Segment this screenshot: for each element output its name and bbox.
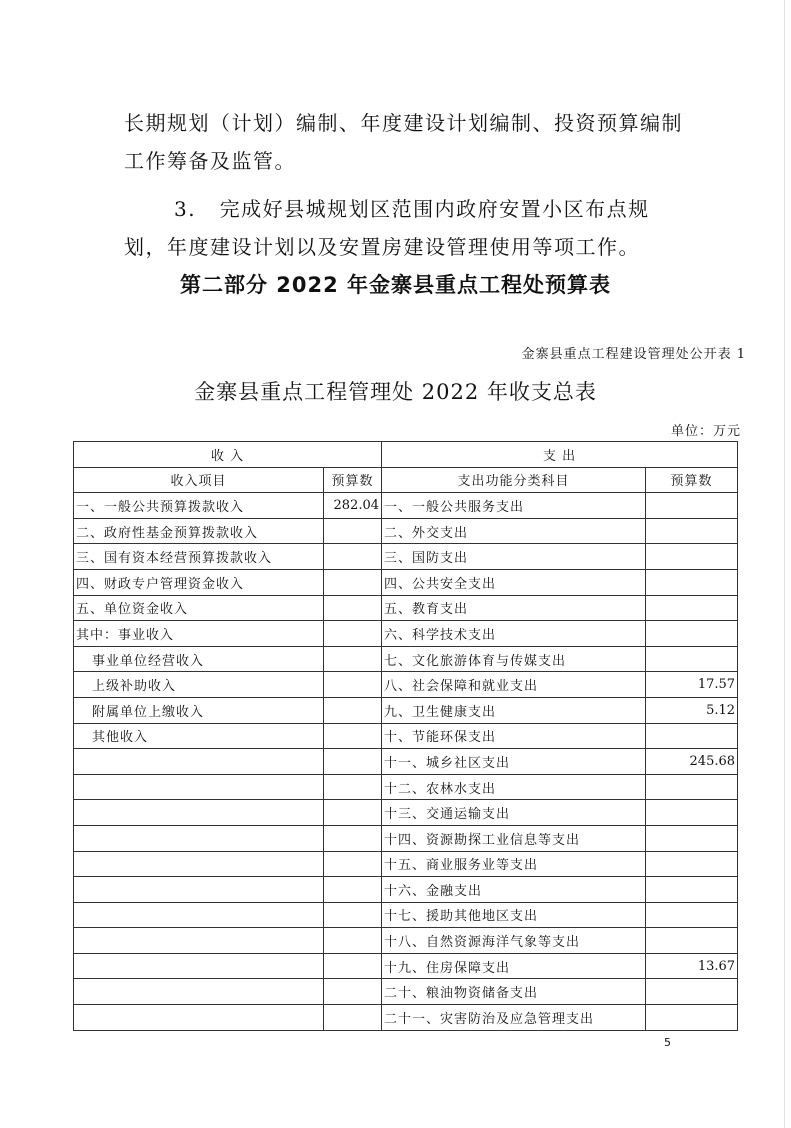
expense-item-cell: 七、文化旅游体育与传媒支出: [382, 646, 646, 672]
income-item-cell: [74, 979, 324, 1005]
expense-amount-cell: [646, 902, 738, 928]
income-item-cell: 三、国有资本经营预算拨款收入: [74, 544, 324, 570]
expense-item-cell: 二十一、灾害防治及应急管理支出: [382, 1005, 646, 1031]
section-title: 第二部分 2022 年金寨县重点工程处预算表: [179, 273, 612, 297]
expense-amount-header: 预算数: [646, 467, 738, 493]
expense-item-cell: 一、一般公共服务支出: [382, 493, 646, 519]
expense-amount-cell: [646, 493, 738, 519]
expense-item-cell: 二十、粮油物资储备支出: [382, 979, 646, 1005]
income-amount-cell: [324, 595, 382, 621]
income-item-cell: [74, 928, 324, 954]
expense-group-header: 支 出: [382, 442, 738, 468]
income-amount-cell: [324, 1005, 382, 1031]
expense-item-cell: 五、教育支出: [382, 595, 646, 621]
expense-amount-cell: [646, 800, 738, 826]
expense-amount-cell: [646, 595, 738, 621]
income-amount-cell: [324, 825, 382, 851]
expense-item-header: 支出功能分类科目: [382, 467, 646, 493]
expense-item-cell: 十六、金融支出: [382, 877, 646, 903]
income-amount-cell: [324, 800, 382, 826]
table-id: 金寨县重点工程建设管理处公开表 1: [521, 347, 746, 362]
income-amount-cell: [324, 672, 382, 698]
income-amount-cell: [324, 877, 382, 903]
income-amount-cell: [324, 518, 382, 544]
paragraph-item-3-text: 完成好县城规划区范围内政府安置小区布点规划，年度建设计划以及安置房建设管理使用等项工作。: [124, 197, 650, 259]
table-row: [74, 595, 738, 621]
table-row: [74, 493, 738, 519]
expense-amount-cell: [646, 825, 738, 851]
expense-item-cell: 八、社会保障和就业支出: [382, 672, 646, 698]
income-item-cell: 四、财政专户管理资金收入: [74, 569, 324, 595]
expense-item-cell: 十四、资源勘探工业信息等支出: [382, 825, 646, 851]
income-item-cell: [74, 749, 324, 775]
income-amount-cell: [324, 979, 382, 1005]
income-amount-header: 预算数: [324, 467, 382, 493]
expense-amount-cell: [646, 851, 738, 877]
expense-item-cell: 十、节能环保支出: [382, 723, 646, 749]
income-item-cell: 事业单位经营收入: [74, 646, 324, 672]
income-item-cell: 上级补助收入: [74, 672, 324, 698]
expense-amount-cell: [646, 1005, 738, 1031]
income-item-cell: 其他收入: [74, 723, 324, 749]
expense-amount-cell: 245.68: [646, 749, 738, 775]
table-row: [74, 621, 738, 647]
income-item-cell: [74, 877, 324, 903]
expense-item-cell: 十八、自然资源海洋气象等支出: [382, 928, 646, 954]
income-item-cell: [74, 774, 324, 800]
expense-amount-cell: 13.67: [646, 953, 738, 979]
income-item-cell: [74, 800, 324, 826]
table-row: [74, 723, 738, 749]
table-row: [74, 646, 738, 672]
expense-item-cell: 三、国防支出: [382, 544, 646, 570]
expense-item-cell: 十一、城乡社区支出: [382, 749, 646, 775]
income-amount-cell: [324, 953, 382, 979]
table-row: [74, 569, 738, 595]
expense-amount-cell: [646, 774, 738, 800]
paragraph-duties: 长期规划（计划）编制、年度建设计划编制、投资预算编制工作筹备及监管。: [124, 111, 683, 173]
income-item-cell: 其中：事业收入: [74, 621, 324, 647]
expense-amount-cell: [646, 877, 738, 903]
table-title: 金寨县重点工程管理处 2022 年收支总表: [194, 380, 597, 404]
income-item-cell: 二、政府性基金预算拨款收入: [74, 518, 324, 544]
expense-amount-cell: [646, 569, 738, 595]
table-row: [74, 749, 738, 775]
income-amount-cell: [324, 544, 382, 570]
table-row: [74, 825, 738, 851]
income-group-header: 收 入: [74, 442, 382, 468]
income-amount-cell: [324, 723, 382, 749]
budget-table: [73, 441, 738, 1031]
table-group-header-row: [74, 442, 738, 468]
table-row: [74, 902, 738, 928]
table-row: [74, 851, 738, 877]
income-item-cell: 一、一般公共预算拨款收入: [74, 493, 324, 519]
table-row: [74, 774, 738, 800]
income-item-cell: [74, 953, 324, 979]
table-row: [74, 544, 738, 570]
expense-amount-cell: 17.57: [646, 672, 738, 698]
income-amount-cell: [324, 621, 382, 647]
income-amount-cell: [324, 569, 382, 595]
table-row: [74, 979, 738, 1005]
expense-item-cell: 十二、农林水支出: [382, 774, 646, 800]
income-item-cell: [74, 902, 324, 928]
income-amount-cell: 282.04: [324, 493, 382, 519]
paragraph-item-3: [124, 190, 684, 266]
income-amount-cell: [324, 697, 382, 723]
expense-item-cell: 十七、援助其他地区支出: [382, 902, 646, 928]
expense-item-cell: 十三、交通运输支出: [382, 800, 646, 826]
expense-item-cell: 九、卫生健康支出: [382, 697, 646, 723]
table-row: [74, 928, 738, 954]
income-amount-cell: [324, 774, 382, 800]
income-item-cell: 附属单位上缴收入: [74, 697, 324, 723]
scan-edge-line: [784, 0, 785, 1128]
expense-item-cell: 十五、商业服务业等支出: [382, 851, 646, 877]
income-item-cell: 五、单位资金收入: [74, 595, 324, 621]
income-amount-cell: [324, 646, 382, 672]
table-row: [74, 518, 738, 544]
table-row: [74, 953, 738, 979]
table-row: [74, 800, 738, 826]
expense-amount-cell: [646, 621, 738, 647]
expense-amount-cell: [646, 518, 738, 544]
table-row: [74, 1005, 738, 1031]
table-row: [74, 697, 738, 723]
income-item-cell: [74, 1005, 324, 1031]
expense-amount-cell: [646, 544, 738, 570]
income-item-header: 收入项目: [74, 467, 324, 493]
income-amount-cell: [324, 928, 382, 954]
income-amount-cell: [324, 902, 382, 928]
expense-amount-cell: [646, 979, 738, 1005]
income-amount-cell: [324, 851, 382, 877]
paragraph-item-3-number: 3.: [174, 197, 197, 221]
expense-item-cell: 六、科学技术支出: [382, 621, 646, 647]
expense-item-cell: 十九、住房保障支出: [382, 953, 646, 979]
expense-amount-cell: [646, 928, 738, 954]
table-row: [74, 877, 738, 903]
page-number: 5: [664, 1036, 671, 1049]
table-row: [74, 672, 738, 698]
expense-item-cell: 四、公共安全支出: [382, 569, 646, 595]
income-amount-cell: [324, 749, 382, 775]
expense-amount-cell: [646, 646, 738, 672]
expense-item-cell: 二、外交支出: [382, 518, 646, 544]
expense-amount-cell: [646, 723, 738, 749]
income-item-cell: [74, 851, 324, 877]
expense-amount-cell: 5.12: [646, 697, 738, 723]
unit-label: 单位：万元: [670, 424, 741, 439]
income-item-cell: [74, 825, 324, 851]
table-column-header-row: [74, 467, 738, 493]
